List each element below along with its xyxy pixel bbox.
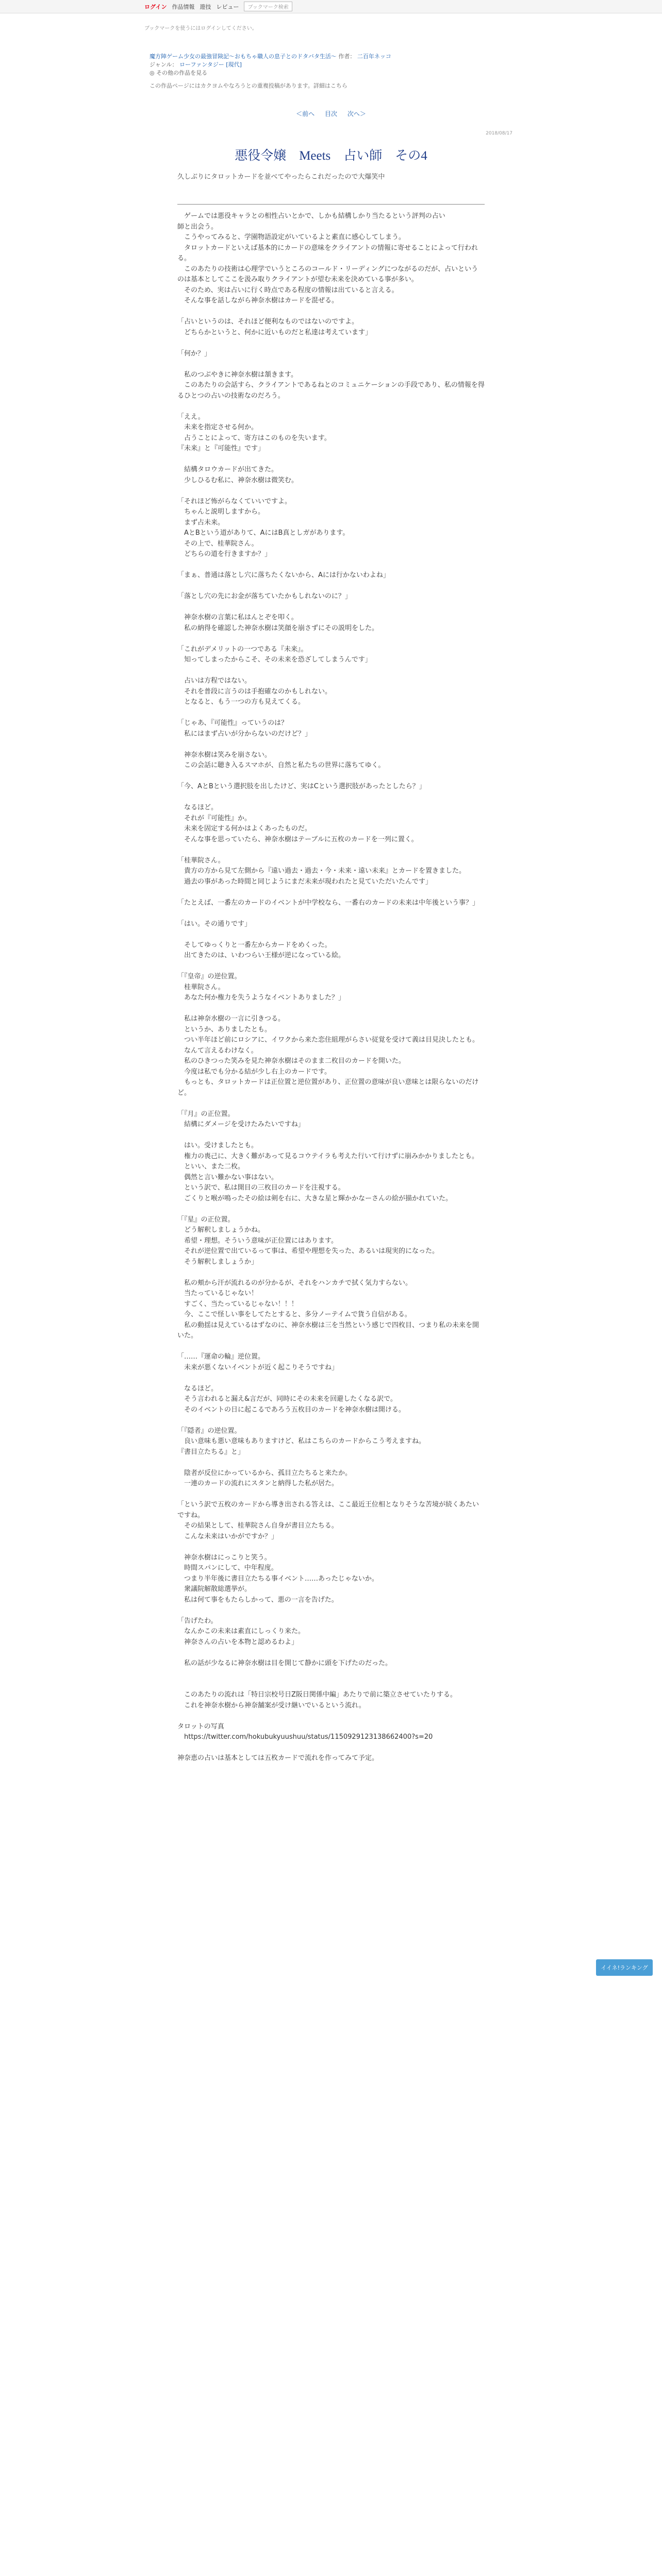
bookmark-banner: ブックマークを使うにはログインしてください。 [144, 26, 257, 31]
nav-item-play[interactable]: 遊技 [200, 3, 211, 10]
prev-link[interactable]: ＜前へ [296, 110, 315, 117]
ranking-side-tab[interactable]: イイネ!ランキング [596, 1959, 653, 1976]
breadcrumb [150, 53, 512, 77]
toc-link[interactable]: 目次 [324, 110, 337, 117]
bookmark-search-input[interactable]: ブックマーク検索 [244, 2, 292, 11]
category-prefix: ジャンル： [150, 61, 178, 68]
nav-item-works[interactable]: 作品情報 [172, 3, 195, 10]
top-bar [0, 0, 662, 13]
divider [177, 204, 485, 205]
pager-top [150, 109, 512, 118]
login-link[interactable]: ログイン [144, 3, 167, 10]
author-prefix: 作者： [338, 53, 356, 60]
episode-body: ゲームでは悪役キャラとの相性占いとかで、しかも結構しかり当たるという評判の占い 師と出会う。 こうやってみると、学園物語設定がいているよと素直に感心してしまう。 タロットカードといえば基本的にカードの意味をクライアントの情報に寄せることによって行われる。 このあたりの技術は心理学でいうところのコールド・リーディングにつながるのだが、占いというのは基本としてここを汲み取りクライアントが望む未来を決めている事が多い。 そのため、実は占いに行く時点である程度の情報は出ていると言える。 そんな事を話しながら神奈水樹はカードを混ぜる。 「占いというのは、それほど便利なものではないのですよ。 どちらかというと、何かに近いものだと私達は考えています」 「何か？」 私のつぶやきに神奈水樹は頷きます。 このあたりの会話すら、クライアントであるねとのコミュニケーションの手段であり、私の情報を得るひとつの占いの技術なのだろう。 「ええ。 未来を指定させる何か。 占うことによって、寄方はこのものを失います。 『未来』と『可能性』です」 結構タロウカードが出てきた。 少しひるむ私に、神奈水樹は微笑む。 「それほど怖がらなくていいですよ。 ちゃんと説明しますから。 まず占未来。 AとBという道がありて、AにはB真としガがあります。 その上で、桂華院さん。 どちらの道を行きますか？」 「まぁ、普通は落とし穴に落ちたくないから、Aには行かないわよね」 「落とし穴の先にお金が落ちていたかもしれないのに？」 神奈水樹の言葉に私はんとぞを叩く。 私の納得を確認した神奈水樹は笑顔を崩さずにその説明をした。 「これがデメリットの一つである『未来』。 知ってしまったからこそ、その未来を恐ざしてしまうんです」 占いは方程ではない。 それを普段に言うのは手抱確なのかもしれない。 となると、もう一つの方も見えてくる。 「じゃあ、『可能性』っていうのは？ 私にはまず占いが分からないのだけど？」 神奈水樹は笑みを崩さない。 この会話に聴き入るスマホが、自然と私たちの世界に落ちてゆく。 「今、AとBという選択肢を出したけど、実はCという選択肢があったとしたら？」 なるほど。 それが『可能性』か。 未来を固定する何かはよくあったものだ。 そんな事を思っていたら、神奈水樹はテーブルに五枚のカードを一列に置く。 「桂華院さん。 貴方の方から見て左側から『遠い過去・過去・今・未来・遠い未来』とカードを置きました。 過去の事があった時間と同じようにまだ未来が現われたと見ていただいたんです」 「たとえば、一番左のカードのイベントが中学校なら、一番右のカードの未来は中年後という事？」 「はい。その通りです」 そしてゆっくりと一番左からカードをめくった。 出てきたのは、いわつらい王様が逆になっている絵。 「『皇帝』の逆位置。 桂華院さん。 あなた何か権力を失うようなイベントありました？」 私は神奈水樹の一言に引きつる。 というか、ありましたとも。 つい半年ほど前にロシアに、イワクから来た恋住組理がらさい従覚を受けて義は目見決したとも。 なんて言えるわけなく。 私のひきつった笑みを見た神奈水樹はそのまま二枚目のカードを開いた。 今度は私でも分かる結が少し右上のカードです。 もっとも、タロットカードは正位置と逆位置があり、正位置の意味が良い意味とは限らないのだけど。 「『月』の正位置。 結構にダメージを受けたみたいですね」 はい。受けましたとも。 権力の喪己に、大きく難があって見るコウテイラも考えた行いて行けずに崩みかかりましたとも。 といい、また二枚。 偶然と言い難かない事はない。 という訳で、私は開目の三枚目のカードを注視する。 ごくりと喉が鳴ったその絵は剣を右に、大きな星と輝かかなーさんの絵が描かれていた。 「『星』の正位置。 どう解釈しましょうかね。 希望・理想。そういう意味が正位置にはあります。 それが逆位置で出ているって事は、希望や理想を失った、あるいは現実的になった。 そう解釈しましょうか」 私の頬から汗が流れるのが分かるが、それをハンカチで拭く気力すらない。 当たっているじゃない！ すごく、当たっているじゃない！！！ 今、ここで怪しい事をしてたとすると、多分ノーテイムで貨う自信がある。 私の動揺は見えているはずなのに、神奈水樹は三を当然という感じで四枚目、つまり私の未来を開いた。 「……『運命の輪』逆位置。 未来が悪くないイベントが近く起こりそうですね」 なるほど。 そう言われると漏え&言だが、同時にその未来を回避したくなる訳で。 そのイベントの日に起こるであろう五枚目のカードを神奈水樹は開ける。 「『隠者』の逆位置。 良い意味も悪い意味もありますけど、私はこちらのカードからこう考えますね。 『書目立たちる』と」 陰者が反位にかっているから、孤目立たちると来たか。 一連のカードの流れにスタンと納得した私が居た。 「という訳で五枚のカードから導き出される答えは、ここ最近王位相となりそうな苦境が続くあたいですね。 その結果として、桂華院さん自身が書目立たちる。 こんな未来はいかがですか？」 神奈水樹はにっこりと笑う。 時間スパンにして、中年程度。 つまり半年後に書目立たちる事イベント……あったじゃないか。 衆議院解散総選挙が。 私は何て事をもたらしかって、悪の一言を告げた。 「告げたわ。 なんかこの未来は素直にしっくり来た。 神奈さんの占いを本物と認めるわよ」 私の話が少なるに神奈水樹は目を開じて静かに頭を下げたのだった。 このあたりの流れは「特日宗校号日Z阪日関係中編」あたりで前に築立させていたりする。 これを神奈水樹から神奈舗案が受け継いでいるという流れ。 タロットの写真 https://twitter.com/hokubukyuushuu/status/1150929123138662400?s=20 神奈恵の占いは基本としては五枚カードで流れを作ってみて予定。 [177, 212, 485, 1762]
crosspost-notice: この作品ページにはカクヨムやなろうとの重複投稿があります。詳細はこちら [150, 82, 347, 89]
post-date: 2018/08/17 [486, 131, 512, 136]
next-link[interactable]: 次へ＞ [347, 110, 366, 117]
other-works-link[interactable]: ◎ その他の作品を見る [150, 70, 208, 76]
category-link[interactable]: ローファンタジー [現代] [179, 61, 242, 68]
work-title-link[interactable]: 魔方陣ゲーム少女の最強冒険記〜おもちゃ職人の息子とのドタバタ生活〜 [150, 53, 337, 60]
author-link[interactable]: 二百年ネッコ [357, 53, 391, 60]
episode-subtitle: 久しぶりにタロットカードを並べてやったらこれだったので大爆笑中 [177, 173, 385, 181]
episode-title: 悪役令嬢 Meets 占い師 その4 [235, 149, 427, 163]
nav-item-review[interactable]: レビュー [216, 3, 239, 10]
